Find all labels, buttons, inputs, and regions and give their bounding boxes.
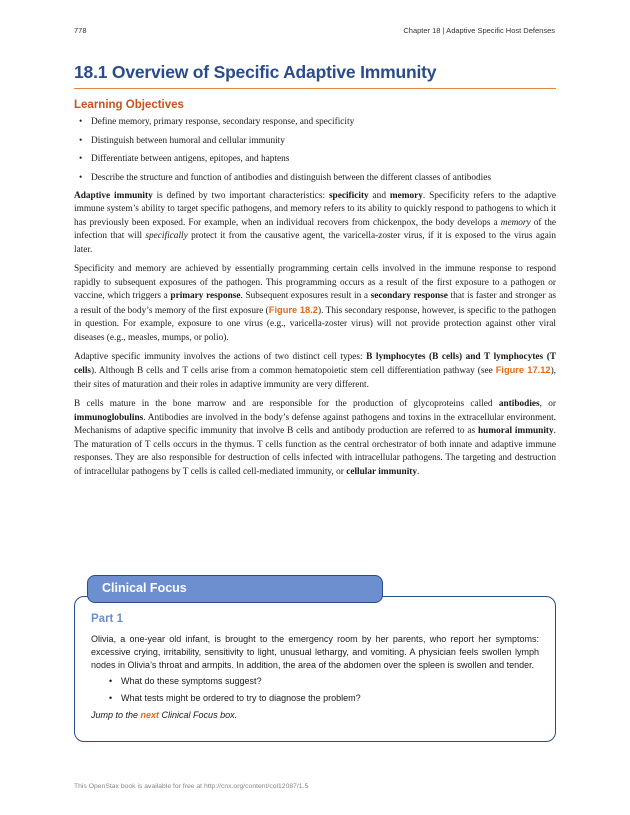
text-run: . [417, 466, 420, 477]
term-b-cells: B cells [432, 351, 459, 362]
figure-18-2-link[interactable]: Figure 18.2 [268, 304, 318, 315]
text-run: ). This secondary response, however, is specific to the pathogen in question. For example, exposure to one virus (e.g., varicella-zoster virus) will not provide protection against other viral diseases (e.g., measles, mumps, or polio). [74, 305, 556, 343]
term-immunoglobulins: immunoglobulins [74, 412, 144, 423]
objective-item: • Differentiate between antigens, epitopes, and haptens [74, 153, 556, 172]
term-t-cells: T cells [74, 351, 557, 377]
text-run: of the infection that will [74, 217, 556, 242]
title-divider [74, 88, 556, 89]
text-run: . Specificity refers to the adaptive immune system’s ability to target specific pathogens, and memory refers to its ability to quickly respond to pathogens to which it has previously been exposed. For example, when an individual recovers from chickenpox, the body develops a [74, 191, 556, 228]
learning-objectives-list [74, 116, 556, 190]
text-run: Adaptive specific immunity involves the actions of two distinct cell types: [74, 351, 367, 362]
term-secondary-response: secondary response [370, 291, 448, 302]
body-text [74, 190, 556, 485]
text-run: ), their sites of maturation and their roles in adaptive immunity are very different. [74, 366, 556, 390]
next-clinical-focus-link[interactable]: next [140, 710, 160, 720]
clinical-focus-tab: Clinical Focus [87, 575, 383, 603]
clinical-focus-jump [91, 710, 237, 720]
text-run: . Subsequent exposures result in a [240, 291, 371, 302]
text-run: ( [425, 351, 433, 362]
objective-item: • Describe the structure and function of antibodies and distinguish between the different classes of antibodies [74, 172, 556, 191]
page-footer: This OpenStax book is available for free at http://cnx.org/content/col12087/1.5 [74, 783, 309, 790]
term-t-lymphocytes: T lymphocytes [483, 351, 544, 362]
text-run: ). Although B cells and T cells arise from a common hematopoietic stem cell differentiation pathway (see [91, 366, 496, 377]
term-specificity: specificity [328, 191, 369, 201]
text-run: Clinical Focus box. [159, 710, 238, 720]
text-run: that is faster and stronger as a result of the body’s memory of the first exposure ( [74, 291, 557, 316]
paragraph-specificity-memory [74, 263, 556, 345]
text-run: . The maturation of T cells occurs in the thymus. T cells function as the central orchestrator of both innate and adaptive immune responses. They are also responsible for destruction of cells infected with intracellular pathogens. The targeting and destruction of intracellular pathogens by T cells is called cell-mediated immunity, or [74, 426, 556, 477]
term-primary-response: primary response [170, 291, 241, 302]
text-run: , or [539, 399, 556, 410]
clinical-focus-box [74, 596, 556, 742]
running-head: Chapter 18 | Adaptive Specific Host Defenses [403, 26, 555, 35]
text-run: is defined by two important characteristics: [152, 191, 329, 201]
emphasis-specifically: specifically [145, 231, 188, 242]
clinical-focus-question: • What do these symptoms suggest? [91, 675, 539, 692]
section-title: 18.1 Overview of Specific Adaptive Immunity [74, 62, 437, 82]
paragraph-adaptive-immunity [74, 190, 556, 257]
clinical-focus-questions [91, 675, 539, 709]
learning-objectives-heading: Learning Objectives [74, 99, 184, 111]
paragraph-cell-types [74, 351, 556, 392]
figure-17-12-link[interactable]: Figure 17.12 [495, 365, 551, 376]
text-run: and [368, 191, 390, 201]
text-run: B cells mature in the bone marrow and are responsible for the production of glycoproteins called [74, 399, 499, 410]
term-humoral-immunity: humoral immunity [477, 426, 554, 437]
text-run: protect it from the causative agent, the varicella-zoster virus, if it is exposed to the virus again later. [74, 231, 557, 255]
paragraph-b-and-t-cells [74, 398, 556, 479]
term-memory: memory [389, 191, 423, 201]
clinical-focus-case-text: Olivia, a one-year old infant, is brought to the emergency room by her parents, who report her symptoms: excessive crying, irritability, sensitivity to light, unusual lethargy, and vomiting. A physician feels swollen lymph nodes in Olivia’s throat and armpits. In addition, the area of the abdomen over the spleen is swollen and tender. [91, 634, 539, 671]
text-run: . Antibodies are involved in the body’s defense against pathogens and toxins in the extracellular environment. Mechanisms of adaptive specific immunity that involve B cells and antibody production are referred to as [74, 412, 556, 437]
page-number: 778 [74, 26, 87, 35]
text-run: ( [543, 351, 550, 362]
text-run: ) and [458, 351, 484, 362]
term-b-lymphocytes: B lymphocytes [366, 351, 426, 362]
clinical-focus-part-heading: Part 1 [91, 613, 123, 625]
clinical-focus-question: • What tests might be ordered to try to diagnose the problem? [91, 692, 539, 709]
objective-item: • Define memory, primary response, secondary response, and specificity [74, 116, 556, 135]
emphasis-memory: memory [500, 217, 531, 228]
text-run: Jump to the [91, 710, 141, 720]
term-antibodies: antibodies [498, 399, 540, 410]
term-adaptive-immunity: Adaptive immunity [74, 191, 153, 201]
term-cellular-immunity: cellular immunity [346, 466, 418, 477]
objective-item: • Distinguish between humoral and cellular immunity [74, 135, 556, 154]
text-run: Specificity and memory are achieved by essentially programming certain cells involved in the immune response to respond rapidly to subsequent exposures of the pathogen. This programming occurs as a result of the first exposure to a pathogen or vaccine, which triggers a [74, 264, 556, 302]
